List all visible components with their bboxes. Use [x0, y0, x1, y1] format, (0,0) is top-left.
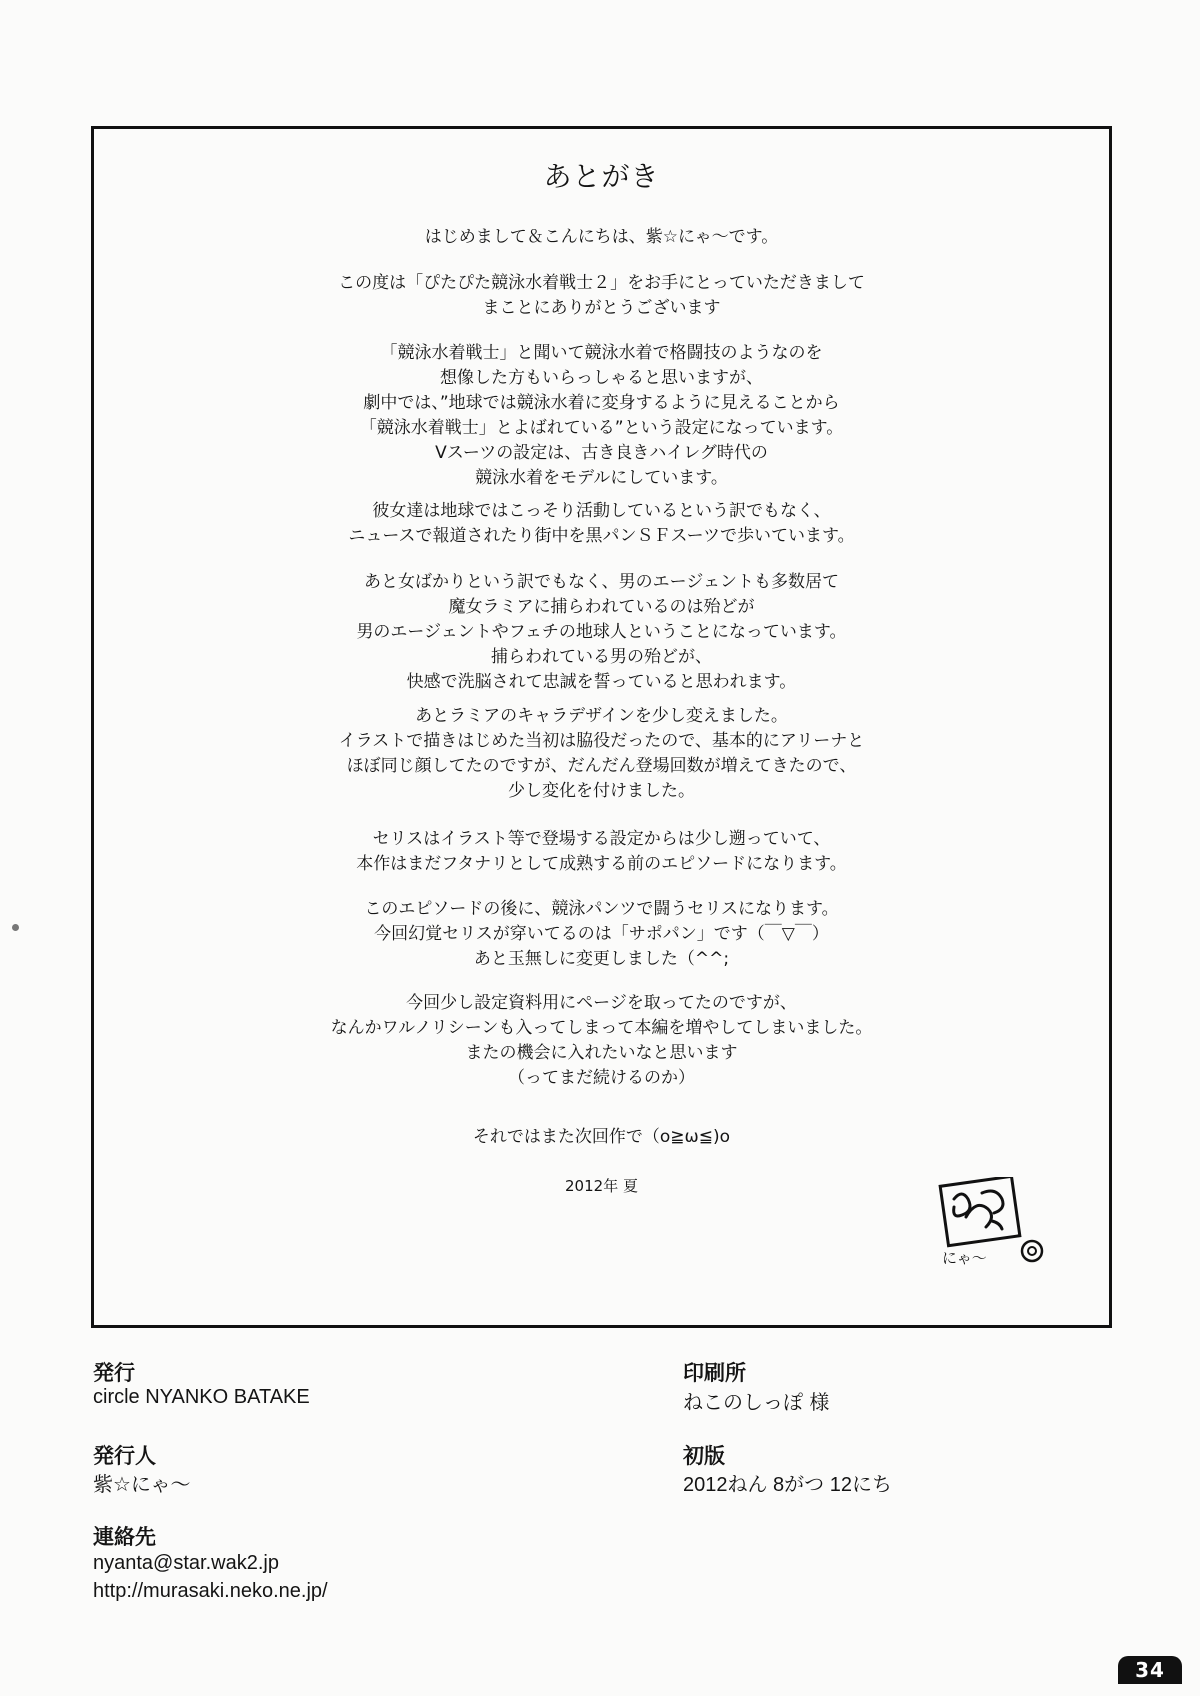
afterword-line: このエピソードの後に、競泳パンツで闘うセリスになります。: [364, 899, 839, 919]
afterword-line: 「競泳水着戦士」とよばれている”という設定になっています。: [359, 418, 844, 438]
afterword-line: 彼女達は地球ではこっそり活動しているという訳でもなく、: [372, 501, 831, 521]
afterword-line: 今回少し設定資料用にページを取ってたのですが、: [406, 993, 797, 1013]
afterword-line: 魔女ラミアに捕らわれているのは殆どが: [448, 597, 755, 617]
afterword-line: 競泳水着をモデルにしています。: [475, 468, 728, 488]
contact-email[interactable]: nyanta@star.wak2.jp: [93, 1552, 279, 1574]
publisher-value: circle NYANKO BATAKE: [93, 1386, 310, 1408]
afterword-line: この度は「ぴたぴた競泳水着戦士２」をお手にとっていただきまして: [338, 273, 865, 293]
afterword-paragraph: [94, 570, 1109, 695]
afterword-line: ほぼ同じ顔してたのですが、だんだん登場回数が増えてきたので、: [346, 756, 857, 776]
afterword-line: 捕らわれている男の殆どが、: [491, 647, 712, 667]
afterword-line: はじめまして＆こんにちは、紫☆にゃ～です。: [424, 227, 779, 247]
page-number: 34: [1118, 1656, 1182, 1684]
afterword-line: あと玉無しに変更しました（^^;: [473, 949, 730, 969]
afterword-line: なんかワルノリシーンも入ってしまって本編を増やしてしまいました。: [330, 1018, 873, 1038]
afterword-title: あとがき: [543, 160, 660, 193]
afterword-line: またの機会に入れたいなと思います: [465, 1043, 738, 1063]
printer-label: 印刷所: [683, 1361, 746, 1385]
afterword-paragraph: [94, 704, 1109, 804]
afterword-line: 快感で洗脳されて忠誠を誓っていると思われます。: [406, 672, 797, 692]
afterword-line: （ってまだ続けるのか）: [508, 1068, 695, 1088]
afterword-line: 本作はまだフタナリとして成熟する前のエピソードになります。: [356, 854, 847, 874]
afterword-line: 男のエージェントやフェチの地球人ということになっています。: [356, 622, 847, 642]
scan-speck: [12, 924, 19, 931]
issuer-value: 紫☆にゃ～: [93, 1472, 191, 1496]
afterword-line: まことにありがとうございます: [482, 298, 721, 318]
edition-value: 2012ねん 8がつ 12にち: [683, 1474, 892, 1496]
afterword-line: Vスーツの設定は、古き良きハイレグ時代の: [435, 443, 768, 463]
afterword-line: ニュースで報道されたり街中を黒パンＳＦスーツで歩いています。: [348, 526, 855, 546]
afterword-paragraph: [94, 827, 1109, 877]
afterword-line: セリスはイラスト等で登場する設定からは少し遡っていて、: [372, 829, 831, 849]
contact-label: 連絡先: [93, 1525, 156, 1549]
afterword-paragraph: [94, 897, 1109, 972]
printer-value: ねこのしっぽ 様: [683, 1390, 830, 1414]
signature-seal: [936, 1177, 1050, 1269]
afterword-line: 想像した方もいらっしゃると思いますが、: [440, 368, 763, 388]
afterword-paragraph: [94, 225, 1109, 250]
afterword-line: イラストで描きはじめた当初は脇役だったので、基本的にアリーナと: [338, 731, 865, 751]
afterword-paragraph: [94, 991, 1109, 1091]
afterword-line: あとラミアのキャラデザインを少し変えました。: [415, 706, 788, 726]
afterword-paragraph: [94, 271, 1109, 321]
afterword-line: 少し変化を付けました。: [508, 781, 695, 801]
afterword-line: 劇中では、”地球では競泳水着に変身するように見えることから: [363, 393, 840, 413]
afterword-line: 「競泳水着戦士」と聞いて競泳水着で格闘技のようなのを: [380, 343, 823, 363]
afterword-line: 2012年 夏: [565, 1177, 638, 1195]
afterword-closing: [94, 1125, 1109, 1150]
publisher-label: 発行: [93, 1361, 135, 1385]
afterword-frame: [91, 126, 1112, 1328]
edition-label: 初版: [683, 1444, 725, 1468]
afterword-paragraph: [94, 341, 1109, 491]
afterword-line: 今回幻覚セリスが穿いてるのは「サポパン」です（￣▽￣）: [374, 924, 829, 944]
afterword-line: それではまた次回作で（o≧ω≦)o: [472, 1127, 731, 1147]
afterword-line: あと女ばかりという訳でもなく、男のエージェントも多数居て: [364, 572, 839, 592]
contact-url[interactable]: http://murasaki.neko.ne.jp/: [93, 1580, 328, 1602]
afterword-paragraph: [94, 499, 1109, 549]
signature-text: にゃ～: [942, 1249, 987, 1267]
issuer-label: 発行人: [93, 1444, 156, 1468]
